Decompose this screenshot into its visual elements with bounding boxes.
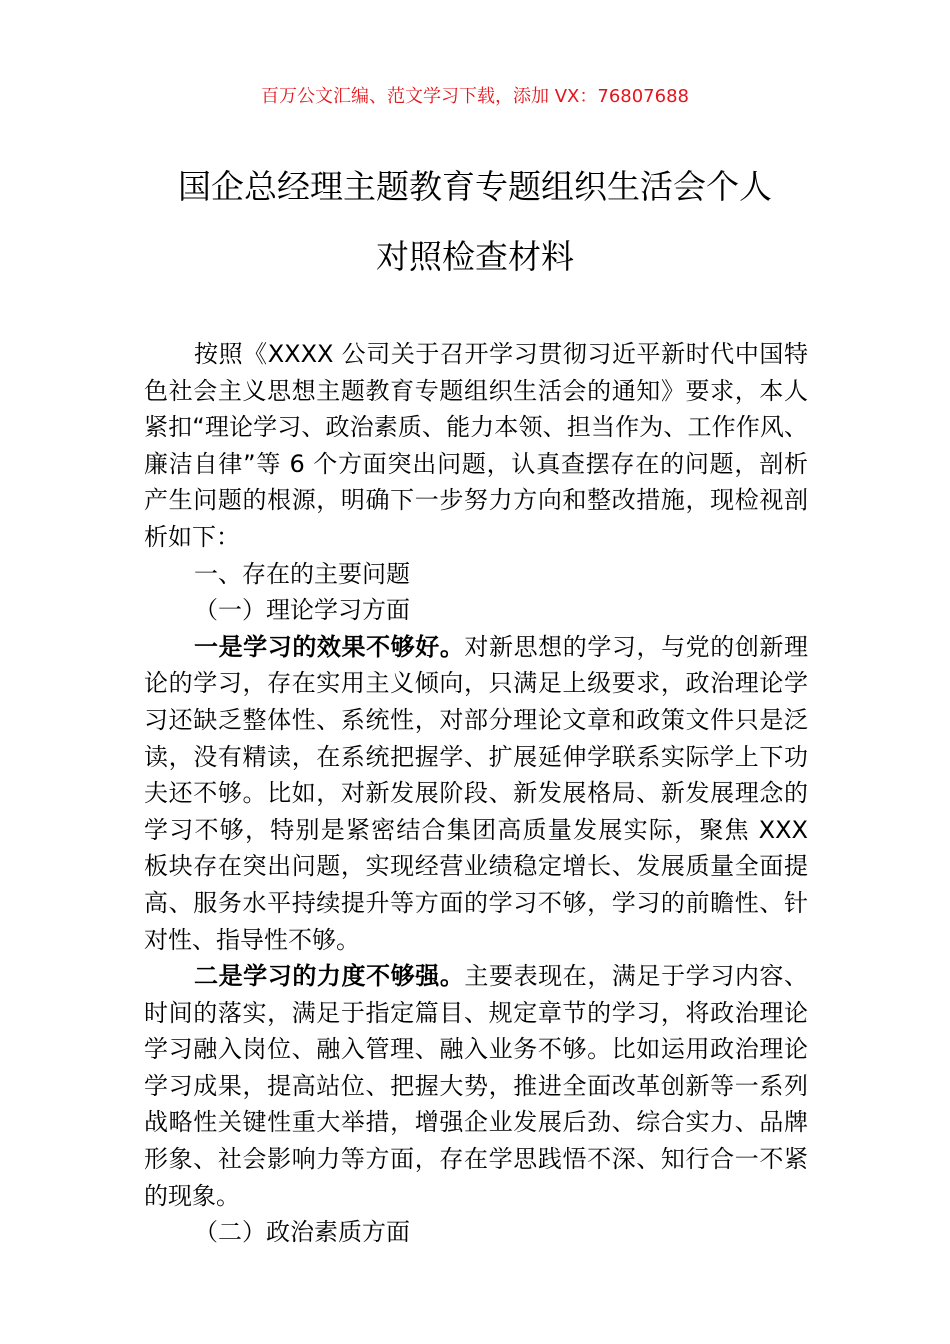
document-title <box>130 152 820 292</box>
point-2-paragraph <box>144 958 808 1214</box>
download-banner: 百万公文汇编、范文学习下载，添加 VX：76807688 <box>261 86 689 107</box>
title-line-1: 国企总经理主题教育专题组织生活会个人 <box>178 167 772 206</box>
subsection-heading-political-quality: （二）政治素质方面 <box>194 1218 410 1247</box>
point-2-text: 主要表现在，满足于学习内容、时间的落实，满足于指定篇目、规定章节的学习，将政治理论学习融入岗位、融入管理、融入业务不够。比如运用政治理论学习成果，提高站位、把握大势，推进全面改革创新等一系列战略性关键性重大举措，增强企业发展后劲、综合实力、品牌形象、社会影响力等方面，存在学思践悟不深、知行合一不紧的现象。 <box>144 962 809 1210</box>
section-heading-main-problems: 一、存在的主要问题 <box>194 559 410 588</box>
point-1-text: 对新思想的学习，与党的创新理论的学习，存在实用主义倾向，只满足上级要求，政治理论学习还缺乏整体性、系统性，对部分理论文章和政策文件只是泛读，没有精读，在系统把握学、扩展延伸学联系实际学上下功夫还不够。比如，对新发展阶段、新发展格局、新发展理念的学习不够，特别是紧密结合集团高质量发展实际，聚焦 XXX 板块存在突出问题，实现经营业绩稳定增长、发展质量全面提高、服务水平持续提升等方面的学习不够，学习的前瞻性、针对性、指导性不够。 <box>144 632 809 954</box>
intro-paragraph: 按照《XXXX 公司关于召开学习贯彻习近平新时代中国特色社会主义思想主题教育专题组织生活会的通知》要求，本人紧扣“理论学习、政治素质、能力本领、担当作为、工作作风、廉洁自律”等 6 个方面突出问题，认真查摆存在的问题，剖析产生问题的根源，明确下一步努力方向和整改措施，现检视剖析如下： <box>144 340 808 551</box>
subsection-heading-theory-study: （一）理论学习方面 <box>194 596 410 625</box>
document-body <box>144 336 808 1251</box>
point-1-lead: 一是学习的效果不够好。 <box>194 632 465 661</box>
point-2-lead: 二是学习的力度不够强。 <box>194 962 465 991</box>
title-line-2: 对照检查材料 <box>376 237 574 276</box>
point-1-paragraph <box>144 629 808 958</box>
